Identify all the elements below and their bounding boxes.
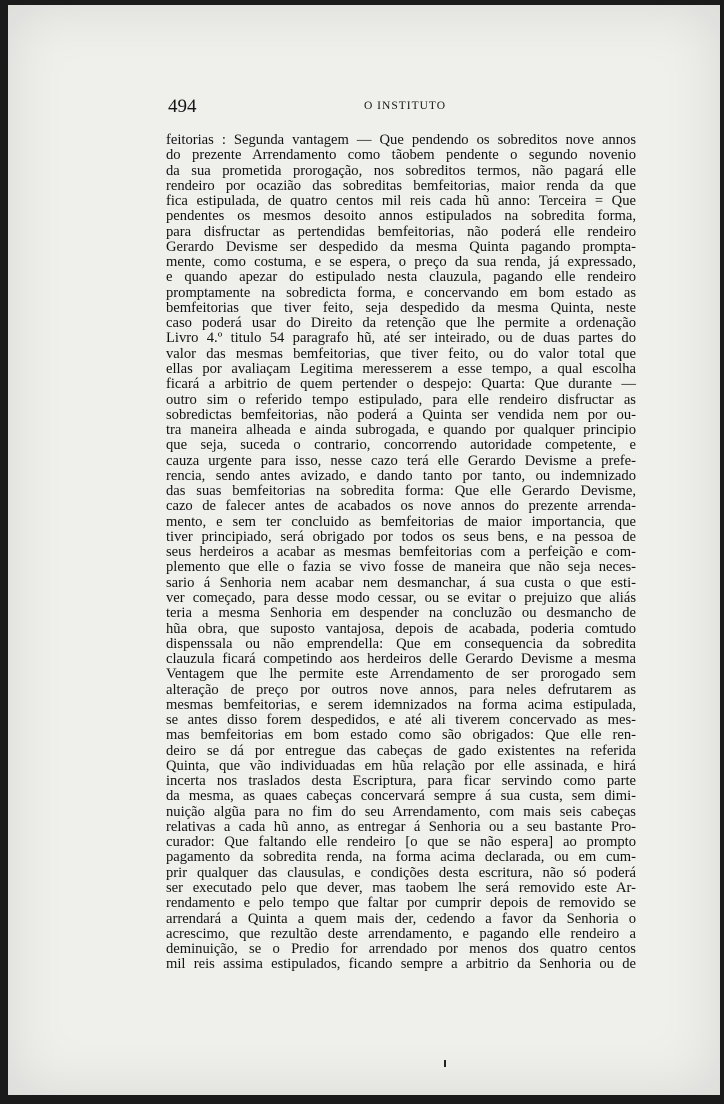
text-line: do prezente Arrendamento como tãobem pendente o segundo novenio xyxy=(166,147,636,164)
text-line: mente, como costuma, e se espera, o preço da sua renda, já expressado, xyxy=(166,254,636,271)
book-page xyxy=(8,5,720,1095)
text-line: rendeiro por ocazião das sobreditas bemfeitorias, maior renda da que xyxy=(166,177,636,194)
text-line: tra maneira alheada e ainda subrogada, e quando por qualquer principio xyxy=(166,422,636,439)
text-line: promptamente na sobredicta forma, e concervando em bom estado as xyxy=(166,284,636,301)
text-line: Quinta, que vão individuadas em hũa relação por elle assinada, e hirá xyxy=(166,757,636,774)
text-line: da mesma, as quaes cabeças concervará sempre á sua custa, sem dimi- xyxy=(166,788,636,805)
text-line: bemfeitorias que tiver feito, seja despedido da mesma Quinta, neste xyxy=(166,299,636,316)
text-line: valor das mesmas bemfeitorias, que tiver feito, ou do valor total que xyxy=(166,345,636,362)
text-line: Gerardo Devisme ser despedido da mesma Quinta pagando prompta- xyxy=(166,238,636,255)
text-line: das suas bemfeitorias na sobredita forma: Que elle Gerardo Devisme, xyxy=(166,483,636,500)
running-title: O INSTITUTO xyxy=(364,100,447,112)
text-line: cazo de falecer antes de acabados os nove annos do prezente arrenda- xyxy=(166,498,636,515)
text-line: Ventagem que lhe permite este Arrendamento de ser prorogado sem xyxy=(166,666,636,683)
text-line: deminuição, se o Predio for arrendado por menos dos quatro centos xyxy=(166,941,636,958)
text-line: mento, e sem ter concluido as bemfeitorias de maior importancia, que xyxy=(166,513,636,530)
text-line: e quando apezar do estipulado nesta clauzula, pagando elle rendeiro xyxy=(166,269,636,286)
text-line: nuição algũa para no fim do seu Arrendamento, com mais seis cabeças xyxy=(166,803,636,820)
text-line: rendamento e pelo tempo que faltar por cumprir depois de removido se xyxy=(166,895,636,912)
text-line: sario á Senhoria nem acabar nem desmanchar, á sua custa o que esti- xyxy=(166,574,636,591)
text-line: mesmas bemfeitorias, e serem idemnizados na forma acima estipulada, xyxy=(166,696,636,713)
text-line: deiro se dá por entregue das cabeças de gado existentes na referida xyxy=(166,742,636,759)
text-line: prir qualquer das clausulas, e condições desta escritura, não só poderá xyxy=(166,864,636,881)
text-line: cauza urgente para isso, nesse cazo terá elle Gerardo Devisme a prefe- xyxy=(166,452,636,469)
text-line: pendentes os mesmos desoito annos estipulados na sobredita forma, xyxy=(166,208,636,225)
text-line: mil reis assima estipulados, ficando sempre a arbitrio da Senhoria ou de xyxy=(166,956,636,973)
text-line: arrendará a Quinta a quem mais der, cedendo a favor da Senhoria o xyxy=(166,910,636,927)
text-line: Livro 4.º titulo 54 paragrafo hũ, até ser inteirado, ou de duas partes do xyxy=(166,330,636,347)
text-line: da sua prometida prorogação, nos sobreditos termos, não pagará elle xyxy=(166,162,636,179)
text-line: fica estipulada, de quatro centos mil reis cada hũ anno: Terceira = Que xyxy=(166,193,636,210)
footer-mark xyxy=(444,1060,446,1067)
text-line: hũa obra, que suposto vantajosa, depois de acabada, poderia comtudo xyxy=(166,620,636,637)
page-number: 494 xyxy=(168,96,197,117)
text-line: se antes disso forem despedidos, e até ali tiverem concervado as mes- xyxy=(166,712,636,729)
text-line: acrescimo, que rezultão deste arrendamento, e pagando elle rendeiro a xyxy=(166,925,636,942)
text-line: ser executado pelo que dever, mas taobem lhe será removido este Ar- xyxy=(166,880,636,897)
text-line: incerta nos traslados desta Escriptura, para ficar servindo como parte xyxy=(166,773,636,790)
text-line: alteração de preço por outros nove annos, para neles defrutarem as xyxy=(166,681,636,698)
text-line: que seja, suceda o contrario, concorrendo autoridade competente, e xyxy=(166,437,636,454)
text-line: ellas por avaliaçam Legitima meresserem a esse tempo, a qual escolha xyxy=(166,360,636,377)
text-line: curador: Que faltando elle rendeiro [o que se não espera] ao prompto xyxy=(166,834,636,851)
text-line: ver começado, para desse modo cessar, ou se evitar o prejuizo que aliás xyxy=(166,589,636,606)
text-line: teria a mesma Senhoria em despender na concluzão ou desmancho de xyxy=(166,605,636,622)
text-line: plemento que elle o fazia se vivo fosse de maneira que não seja neces- xyxy=(166,559,636,576)
text-line: clauzula ficará competindo aos herdeiros delle Gerardo Devisme a mesma xyxy=(166,651,636,668)
text-line: pagamento da sobredita renda, na forma acima declarada, ou em cum- xyxy=(166,849,636,866)
text-line: ficará a arbitrio de quem pertender o despejo: Quarta: Que durante — xyxy=(166,376,636,393)
text-line: para disfructar as pertendidas bemfeitorias, não poderá elle rendeiro xyxy=(166,223,636,240)
text-line: rencia, sendo antes avizado, e dando tanto por tanto, ou indemnizado xyxy=(166,467,636,484)
text-line: seus herdeiros a acabar as mesmas bemfeitorias com a perfeição e com- xyxy=(166,544,636,561)
text-line: relativas a cada hũ anno, as entregar á Senhoria ou a seu bastante Pro- xyxy=(166,818,636,835)
text-line: dispenssala ou não emprendella: Que em consequencia da sobredita xyxy=(166,635,636,652)
text-line: feitorias : Segunda vantagem — Que pendendo os sobreditos nove annos xyxy=(166,132,636,148)
text-line: sobredictas bemfeitorias, não poderá a Quinta ser vendida nem por ou- xyxy=(166,406,636,423)
text-line: outro sim o referido tempo estipulado, para elle rendeiro disfructar as xyxy=(166,391,636,408)
text-line: mas bemfeitorias em bom estado como são obrigados: Que elle ren- xyxy=(166,727,636,744)
text-line: tiver principiado, será obrigado por todos os seus bens, e na pessoa de xyxy=(166,528,636,545)
text-line: caso poderá usar do Direito da retenção que lhe permite a ordenação xyxy=(166,315,636,332)
body-text xyxy=(166,133,636,973)
